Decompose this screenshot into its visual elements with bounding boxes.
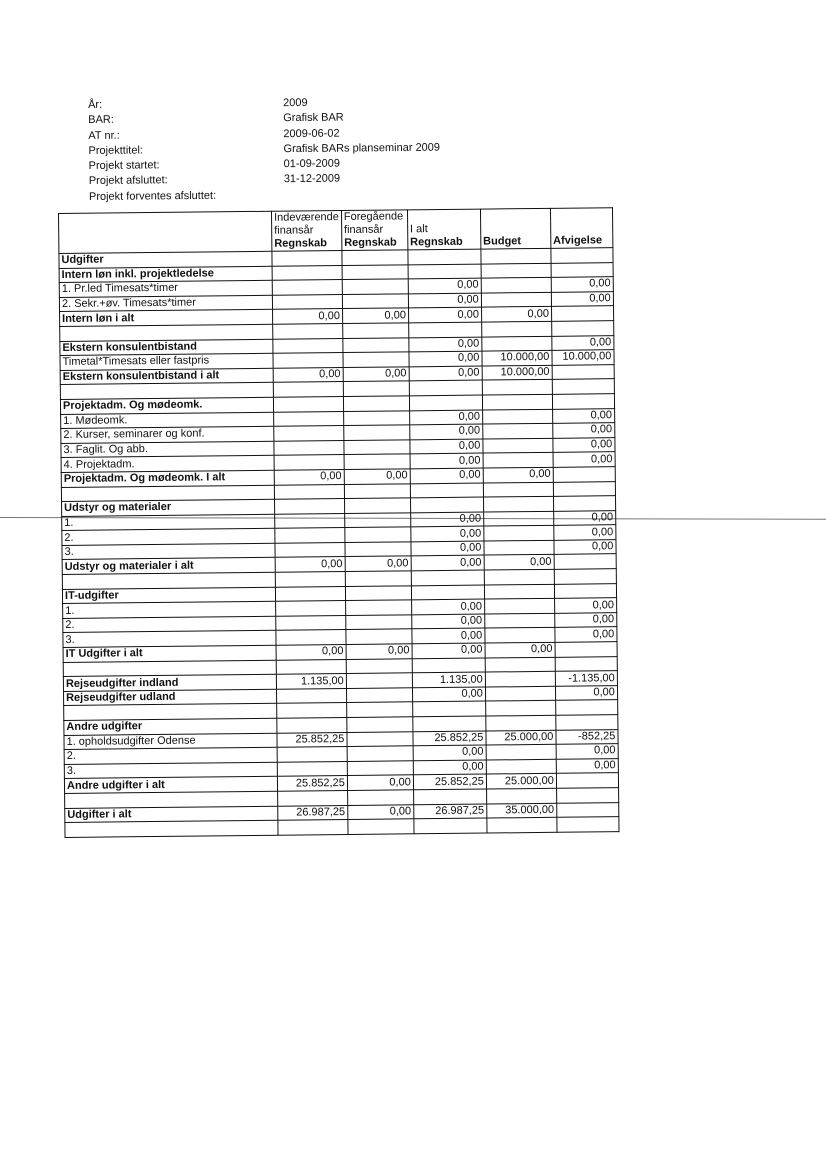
amount-cell: 0,00 [556,744,618,759]
amount-cell: 0,00 [409,351,482,366]
row-label: Udgifter i alt [65,806,278,823]
amount-cell: 0,00 [483,467,553,482]
amount-cell [555,700,617,715]
amount-cell: 0,00 [553,437,615,452]
amount-cell [275,572,345,587]
amount-cell: 35.000,00 [487,803,557,818]
amount-cell [273,338,343,353]
amount-cell [482,394,552,409]
column-header: I alt [407,223,480,237]
amount-cell: 25.852,25 [413,774,486,789]
info-label: Projekt startet: [88,159,160,173]
amount-cell [555,642,617,657]
amount-cell [552,364,614,379]
amount-cell [344,425,410,440]
column-header: Indeværende [271,211,341,225]
amount-cell: 0,00 [485,642,555,657]
amount-cell [552,379,614,394]
amount-cell [412,658,485,673]
amount-cell [551,262,613,277]
amount-cell: 0,00 [409,366,482,381]
info-value: 01-09-2009 [283,157,340,171]
amount-cell [413,789,486,804]
amount-cell [343,352,409,367]
amount-cell [276,601,346,616]
row-label: Ekstern konsulentbistand i alt [60,368,273,385]
amount-cell [554,569,616,584]
row-label: 2. [63,616,276,633]
amount-cell: 25.000,00 [486,774,556,789]
amount-cell [275,499,345,514]
amount-cell [342,264,408,279]
amount-cell [346,688,412,703]
amount-cell: 0,00 [348,804,414,819]
amount-cell [482,336,552,351]
amount-cell [346,673,412,688]
amount-cell: 0,00 [273,309,343,324]
info-value: 31-12-2009 [283,173,341,186]
amount-cell [347,746,413,761]
amount-cell [553,467,615,482]
amount-cell: 0,00 [410,439,483,454]
amount-cell [408,322,481,337]
info-value: 2009-06-02 [283,127,340,140]
row-label: Rejseudgifter indland [63,674,276,691]
amount-cell [272,251,342,266]
amount-cell [485,628,555,643]
row-label: 1. opholdsudgifter Odense [64,733,277,750]
amount-cell [484,584,554,599]
amount-cell [413,716,486,731]
amount-cell [557,817,619,832]
amount-cell: 0,00 [346,644,412,659]
amount-cell [343,396,409,411]
amount-cell: 0,00 [274,469,344,484]
amount-cell [484,540,554,555]
column-header [480,208,550,222]
amount-cell [414,818,487,833]
amount-cell [277,718,347,733]
row-label: Udstyr og materialer [62,499,275,516]
row-label: 1. [63,601,276,618]
amount-cell: 0,00 [555,613,617,628]
amount-cell [482,409,552,424]
amount-cell: 0,00 [275,557,345,572]
amount-cell [481,278,551,293]
amount-cell [483,511,553,526]
info-label: År: [88,98,103,111]
amount-cell: 25.852,25 [413,731,486,746]
amount-cell [273,323,343,338]
amount-cell [278,820,348,835]
amount-cell [274,426,344,441]
row-label: Udgifter [59,251,272,268]
row-label: 2. Kurser, seminarer og konf. [61,426,274,443]
amount-cell: 0,00 [553,510,615,525]
amount-cell: 26.987,25 [414,804,487,819]
amount-cell [557,802,619,817]
row-label: 1. [62,514,275,531]
amount-cell [346,629,412,644]
amount-cell [553,496,615,511]
amount-cell [344,483,410,498]
amount-cell [555,656,617,671]
amount-cell [347,717,413,732]
amount-cell [483,496,553,511]
amount-cell [345,585,411,600]
budget-sheet [58,207,619,838]
amount-cell: 0,00 [413,760,486,775]
amount-cell [483,482,553,497]
info-label: Projekttitel: [88,144,143,157]
amount-cell: 0,00 [412,614,485,629]
amount-cell [484,526,554,541]
row-label: 4. Projektadm. [61,456,274,473]
amount-cell: 0,00 [410,512,483,527]
row-label: Projektadm. Og mødeomk. I alt [61,470,274,487]
row-label: Rejseudgifter udland [64,689,277,706]
amount-cell [347,731,413,746]
amount-cell [344,498,410,513]
info-value: 2009 [283,96,308,110]
amount-cell: 0,00 [408,307,481,322]
amount-cell: 0,00 [555,685,617,700]
amount-cell: 0,00 [408,278,481,293]
amount-cell [485,657,555,672]
amount-cell: 0,00 [409,410,482,425]
amount-cell [343,410,409,425]
amount-cell [485,701,555,716]
amount-cell [275,542,345,557]
amount-cell [408,264,481,279]
amount-cell: 0,00 [345,556,411,571]
amount-cell: 25.000,00 [486,730,556,745]
info-value: Grafisk BAR [283,111,344,125]
amount-cell [409,380,482,395]
amount-cell: 0,00 [273,367,343,382]
amount-cell [484,599,554,614]
amount-cell [342,250,408,265]
amount-cell: -852,25 [556,729,618,744]
amount-cell: 0,00 [552,408,614,423]
amount-cell [485,686,555,701]
amount-cell [345,542,411,557]
column-header [407,209,480,223]
amount-cell: 0,00 [411,526,484,541]
amount-cell: 0,00 [411,541,484,556]
amount-cell [273,396,343,411]
amount-cell: 0,00 [554,540,616,555]
row-label: 3. [62,543,275,560]
amount-cell: 0,00 [410,453,483,468]
column-header: Regnskab [272,237,342,251]
amount-cell [552,394,614,409]
amount-cell [277,747,347,762]
row-label: 3. [63,631,276,648]
amount-cell [411,570,484,585]
column-header: Regnskab [408,236,481,250]
row-label: IT Udgifter i alt [63,645,276,662]
column-header: Regnskab [342,236,408,250]
amount-cell [344,454,410,469]
amount-cell: 25.852,25 [277,776,347,791]
amount-cell [277,703,347,718]
amount-cell: 0,00 [412,643,485,658]
amount-cell [556,773,618,788]
amount-cell [412,701,485,716]
amount-cell: 25.852,25 [277,732,347,747]
budget-table [58,207,619,838]
amount-cell: 0,00 [554,525,616,540]
row-label: 3. [64,762,277,779]
info-label: Projekt forventes afsluttet: [88,189,217,203]
column-header [550,221,612,235]
amount-cell [342,294,408,309]
amount-cell [345,600,411,615]
amount-cell: 1.135,00 [276,674,346,689]
amount-cell: 0,00 [343,367,409,382]
amount-cell [274,484,344,499]
amount-cell [344,440,410,455]
amount-cell: 0,00 [408,293,481,308]
amount-cell [276,659,346,674]
amount-cell [483,423,553,438]
amount-cell: 0,00 [551,277,613,292]
amount-cell: 0,00 [342,308,408,323]
amount-cell [344,513,410,528]
row-label: IT-udgifter [62,587,275,604]
project-info-block [88,96,441,205]
row-label: Andre udgifter i alt [64,777,277,794]
column-header: finansår [341,223,407,237]
column-header: finansår [272,224,342,238]
amount-cell [347,790,413,805]
amount-cell: 0,00 [413,745,486,760]
amount-cell [551,306,613,321]
amount-cell: 0,00 [276,645,346,660]
row-label [65,820,278,837]
amount-cell: 0,00 [412,687,485,702]
amount-cell [410,483,483,498]
amount-cell [272,294,342,309]
amount-cell [485,613,555,628]
amount-cell: 0,00 [551,291,613,306]
amount-cell: 10.000,00 [552,350,614,365]
amount-cell [481,321,551,336]
column-header [550,208,612,222]
row-label: Projektadm. Og mødeomk. [60,397,273,414]
row-label: Timetal*Timesats eller fastpris [60,353,273,370]
amount-cell: 0,00 [344,469,410,484]
row-label: 1. Mødeomk. [61,412,274,429]
amount-cell [277,761,347,776]
amount-cell [278,790,348,805]
amount-cell [484,569,554,584]
amount-cell [274,440,344,455]
amount-cell [348,819,414,834]
amount-cell: 1.135,00 [412,672,485,687]
amount-cell: 0,00 [412,628,485,643]
amount-cell [553,481,615,496]
row-label: 2. [62,529,275,546]
amount-cell [410,497,483,512]
amount-cell [274,411,344,426]
amount-cell [345,571,411,586]
amount-cell [486,715,556,730]
amount-cell: 0,00 [554,598,616,613]
amount-cell [481,248,551,263]
amount-cell [343,337,409,352]
amount-cell [554,554,616,569]
amount-cell: 0,00 [552,335,614,350]
amount-cell [343,323,409,338]
amount-cell [409,395,482,410]
amount-cell [481,263,551,278]
info-value: Grafisk BARs planseminar 2009 [283,141,441,156]
column-header: Budget [481,235,551,249]
amount-cell [485,672,555,687]
amount-cell [486,745,556,760]
amount-cell [346,702,412,717]
row-label: 2. [64,747,277,764]
amount-cell: 0,00 [484,555,554,570]
amount-cell [486,788,556,803]
amount-cell [275,528,345,543]
amount-cell [411,585,484,600]
amount-cell [276,615,346,630]
amount-cell: 0,00 [410,468,483,483]
amount-cell [486,759,556,774]
info-label: AT nr.: [88,129,120,142]
amount-cell [481,292,551,307]
row-label: 2. Sekr.+øv. Timesats*timer [59,295,272,312]
amount-cell: 0,00 [347,775,413,790]
amount-cell: 10.000,00 [482,350,552,365]
info-label: Projekt afsluttet: [88,174,168,188]
row-label: Ekstern konsulentbistand [60,339,273,356]
amount-cell [345,527,411,542]
amount-cell [274,455,344,470]
amount-cell [483,453,553,468]
amount-cell: 10.000,00 [482,365,552,380]
row-label: Intern løn i alt [60,310,273,327]
amount-cell [483,438,553,453]
amount-cell [346,658,412,673]
amount-cell [276,688,346,703]
amount-cell [272,280,342,295]
column-header: Foregående [341,210,407,224]
amount-cell: 0,00 [553,452,615,467]
amount-cell [276,630,346,645]
amount-cell [408,249,481,264]
column-header: Afvigelse [551,234,613,248]
amount-cell [551,321,613,336]
amount-cell [272,265,342,280]
amount-cell [273,353,343,368]
amount-cell: 0,00 [411,599,484,614]
row-label: Intern løn inkl. projektledelse [59,266,272,283]
amount-cell [482,380,552,395]
amount-cell: 0,00 [410,424,483,439]
amount-cell: 26.987,25 [278,805,348,820]
amount-cell: 0,00 [409,337,482,352]
amount-cell [275,513,345,528]
amount-cell [346,615,412,630]
amount-cell [556,715,618,730]
amount-cell [554,583,616,598]
amount-cell: 0,00 [555,627,617,642]
amount-cell [275,586,345,601]
amount-cell: 0,00 [553,423,615,438]
amount-cell: 0,00 [411,556,484,571]
amount-cell [343,381,409,396]
row-label: 3. Faglit. Og abb. [61,441,274,458]
row-label: 1. Pr.led Timesats*timer [59,280,272,297]
row-label: Udstyr og materialer i alt [62,558,275,575]
amount-cell [342,279,408,294]
amount-cell: -1.135,00 [555,671,617,686]
amount-cell: 0,00 [481,307,551,322]
amount-cell: 0,00 [556,758,618,773]
amount-cell [556,788,618,803]
info-label: BAR: [88,114,114,127]
amount-cell [273,382,343,397]
amount-cell [487,817,557,832]
amount-cell [551,248,613,263]
amount-cell [347,761,413,776]
row-label: Andre udgifter [64,718,277,735]
column-header [480,222,550,236]
